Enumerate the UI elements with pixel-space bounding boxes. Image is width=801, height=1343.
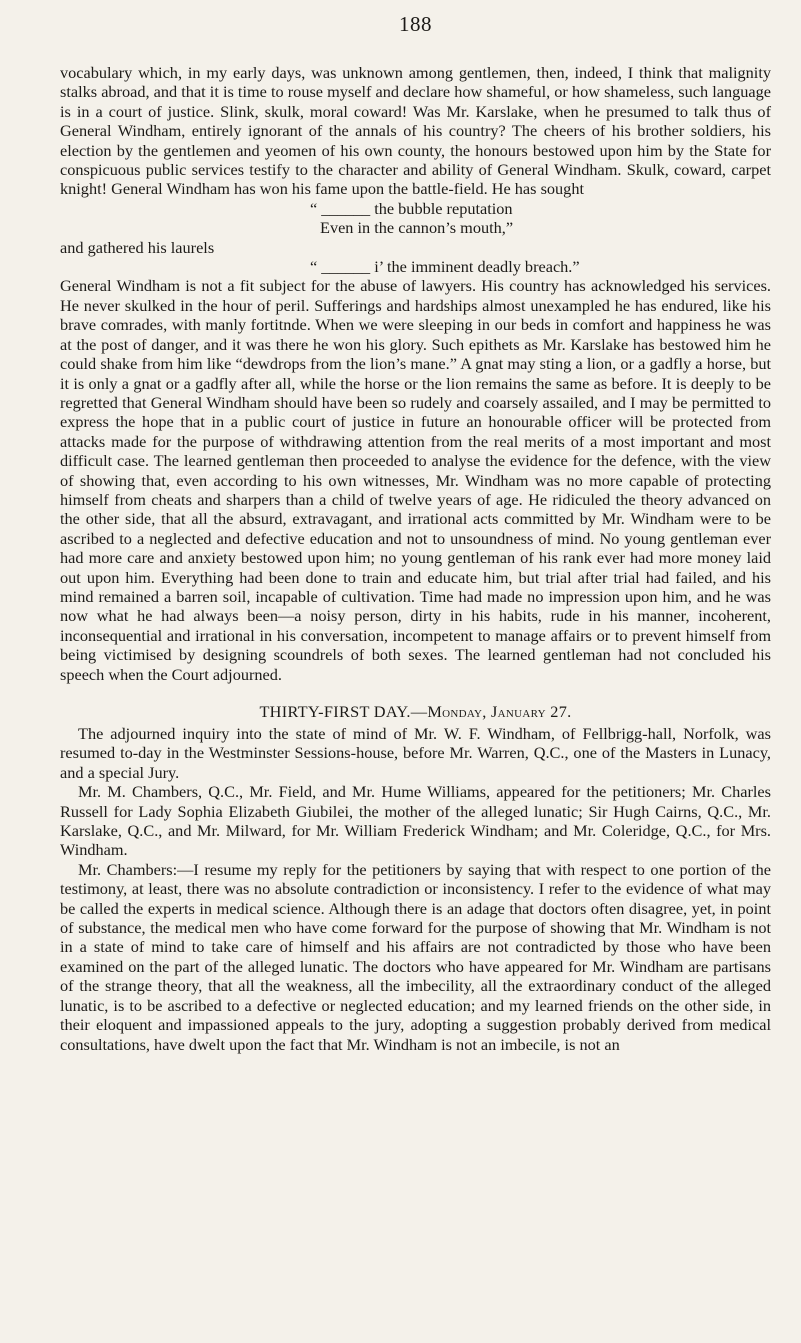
quotation-line-2: Even in the cannon’s mouth,” [320, 218, 514, 238]
section-heading [60, 702, 771, 722]
quotation-line-3: “ ______ i’ the imminent deadly breach.” [310, 257, 580, 277]
paragraph-5: Mr. Chambers:—I resume my reply for the petitioners by saying that with respect to one portion of the testimony, at least, there was no absolute contradiction or inconsistency. I refer to the evidence of what may be called the experts in medical science. Although there is an adage that doctors often disagree, yet, in point of substance, the medical men who have come forward for the purpose of showing that Mr. Windham is not in a state of mind to take care of himself and his affairs are not contradicted by those who have been examined on the part of the alleged lunatic. The doctors who have appeared for Mr. Windham are partisans of the strange theory, that all the weakness, all the imbecility, all the extraordinary conduct of the alleged lunatic, is to be ascribed to a defective or neglected education; and my learned friends on the other side, in their eloquent and impassioned appeals to the jury, adopting a suggestion probably derived from medical consultations, have dwelt upon the fact that Mr. Windham is not an imbecile, is not an [60, 859, 771, 1054]
quotation-line-1: “ ______ the bubble reputation [310, 198, 513, 218]
paragraph-2: General Windham is not a fit subject for the abuse of lawyers. His country has acknowledged his services. He never skulked in the hour of peril. Sufferings and hardships almost unexampled he has endured, like his brave comrades, with manly fortitnde. When we were sleeping in our beds in comfort and happiness he was at the post of danger, and it was there he won his glory. Such epithets as Mr. Karslake has bestowed him he could shake from him like “dewdrops from the lion’s mane.” A gnat may sting a lion, or a gadfly a horse, but it is only a gnat or a gadfly after all, while the horse or the lion remains the same as before. It is deeply to be regretted that General Windham should have been so rudely and coarsely assailed, and I may be permitted to express the hope that in a public court of justice in future an honourable officer will be protected from attacks made for the purpose of withdrawing attention from the real merits of a most important and most difficult case. The learned gentleman then proceeded to analyse the evidence for the defence, with the view of showing that, even according to his own witnesses, Mr. Windham was no more capable of protecting himself from cheats and sharpers than a child of twelve years of age. He ridiculed the theory advanced on the other side, that all the absurd, extravagant, and irrational acts committed by Mr. Windham were to be ascribed to a neglected and defective education and not to unsoundness of mind. No young gentleman ever had more care and anxiety bestowed upon him; no young gentleman of his rank ever had more money laid out upon him. Everything had been done to train and educate him, but trial after trial had failed, and his mind remained a barren soil, incapable of cultivation. Time had made no impression upon him, and he was now what he had always been—a noisy person, dirty in his habits, rude in his manner, incoherent, inconsequential and irrational in his conversation, incompetent to manage affairs or to prevent himself from being victimised by designing scoundrels of both sexes. The learned gentleman had not concluded his speech when the Court adjourned. [60, 276, 771, 684]
paragraph-3: The adjourned inquiry into the state of mind of Mr. W. F. Windham, of Fellbrigg-hall, Norfolk, was resumed to-day in the Westminster Sessions-house, before Mr. Warren, Q.C., one of the Masters in Lunacy, and a special Jury. [60, 724, 771, 782]
heading-day: THIRTY-FIRST DAY.— [259, 702, 428, 721]
paragraph-1: vocabulary which, in my early days, was unknown among gentlemen, then, indeed, I think that malignity stalks abroad, and that it is time to rouse myself and declare how shameful, or how shameless, such language is in a court of justice. Slink, skulk, moral coward! Was Mr. Karslake, when he presumed to talk thus of General Windham, entirely ignorant of the annals of his country? The cheers of his brother soldiers, his election by the gentlemen and yeomen of his own county, the honours bestowed upon him by the State for conspicuous public services testify to the character and ability of General Windham. Skulk, coward, carpet knight! General Windham has won his fame upon the battle-field. He has sought [60, 63, 771, 199]
lead-in-text: and gathered his laurels [60, 237, 215, 257]
heading-date: Monday, January 27. [427, 702, 572, 721]
paragraph-4: Mr. M. Chambers, Q.C., Mr. Field, and Mr. Hume Williams, appeared for the petitioners; Mr. Charles Russell for Lady Sophia Elizabeth Giubilei, the mother of the alleged lunatic; Sir Hugh Cairns, Q.C., Mr. Karslake, Q.C., and Mr. Milward, for Mr. William Frederick Windham; and Mr. Coleridge, Q.C., for Mrs. Windham. [60, 782, 771, 860]
page-number: 188 [399, 12, 432, 36]
